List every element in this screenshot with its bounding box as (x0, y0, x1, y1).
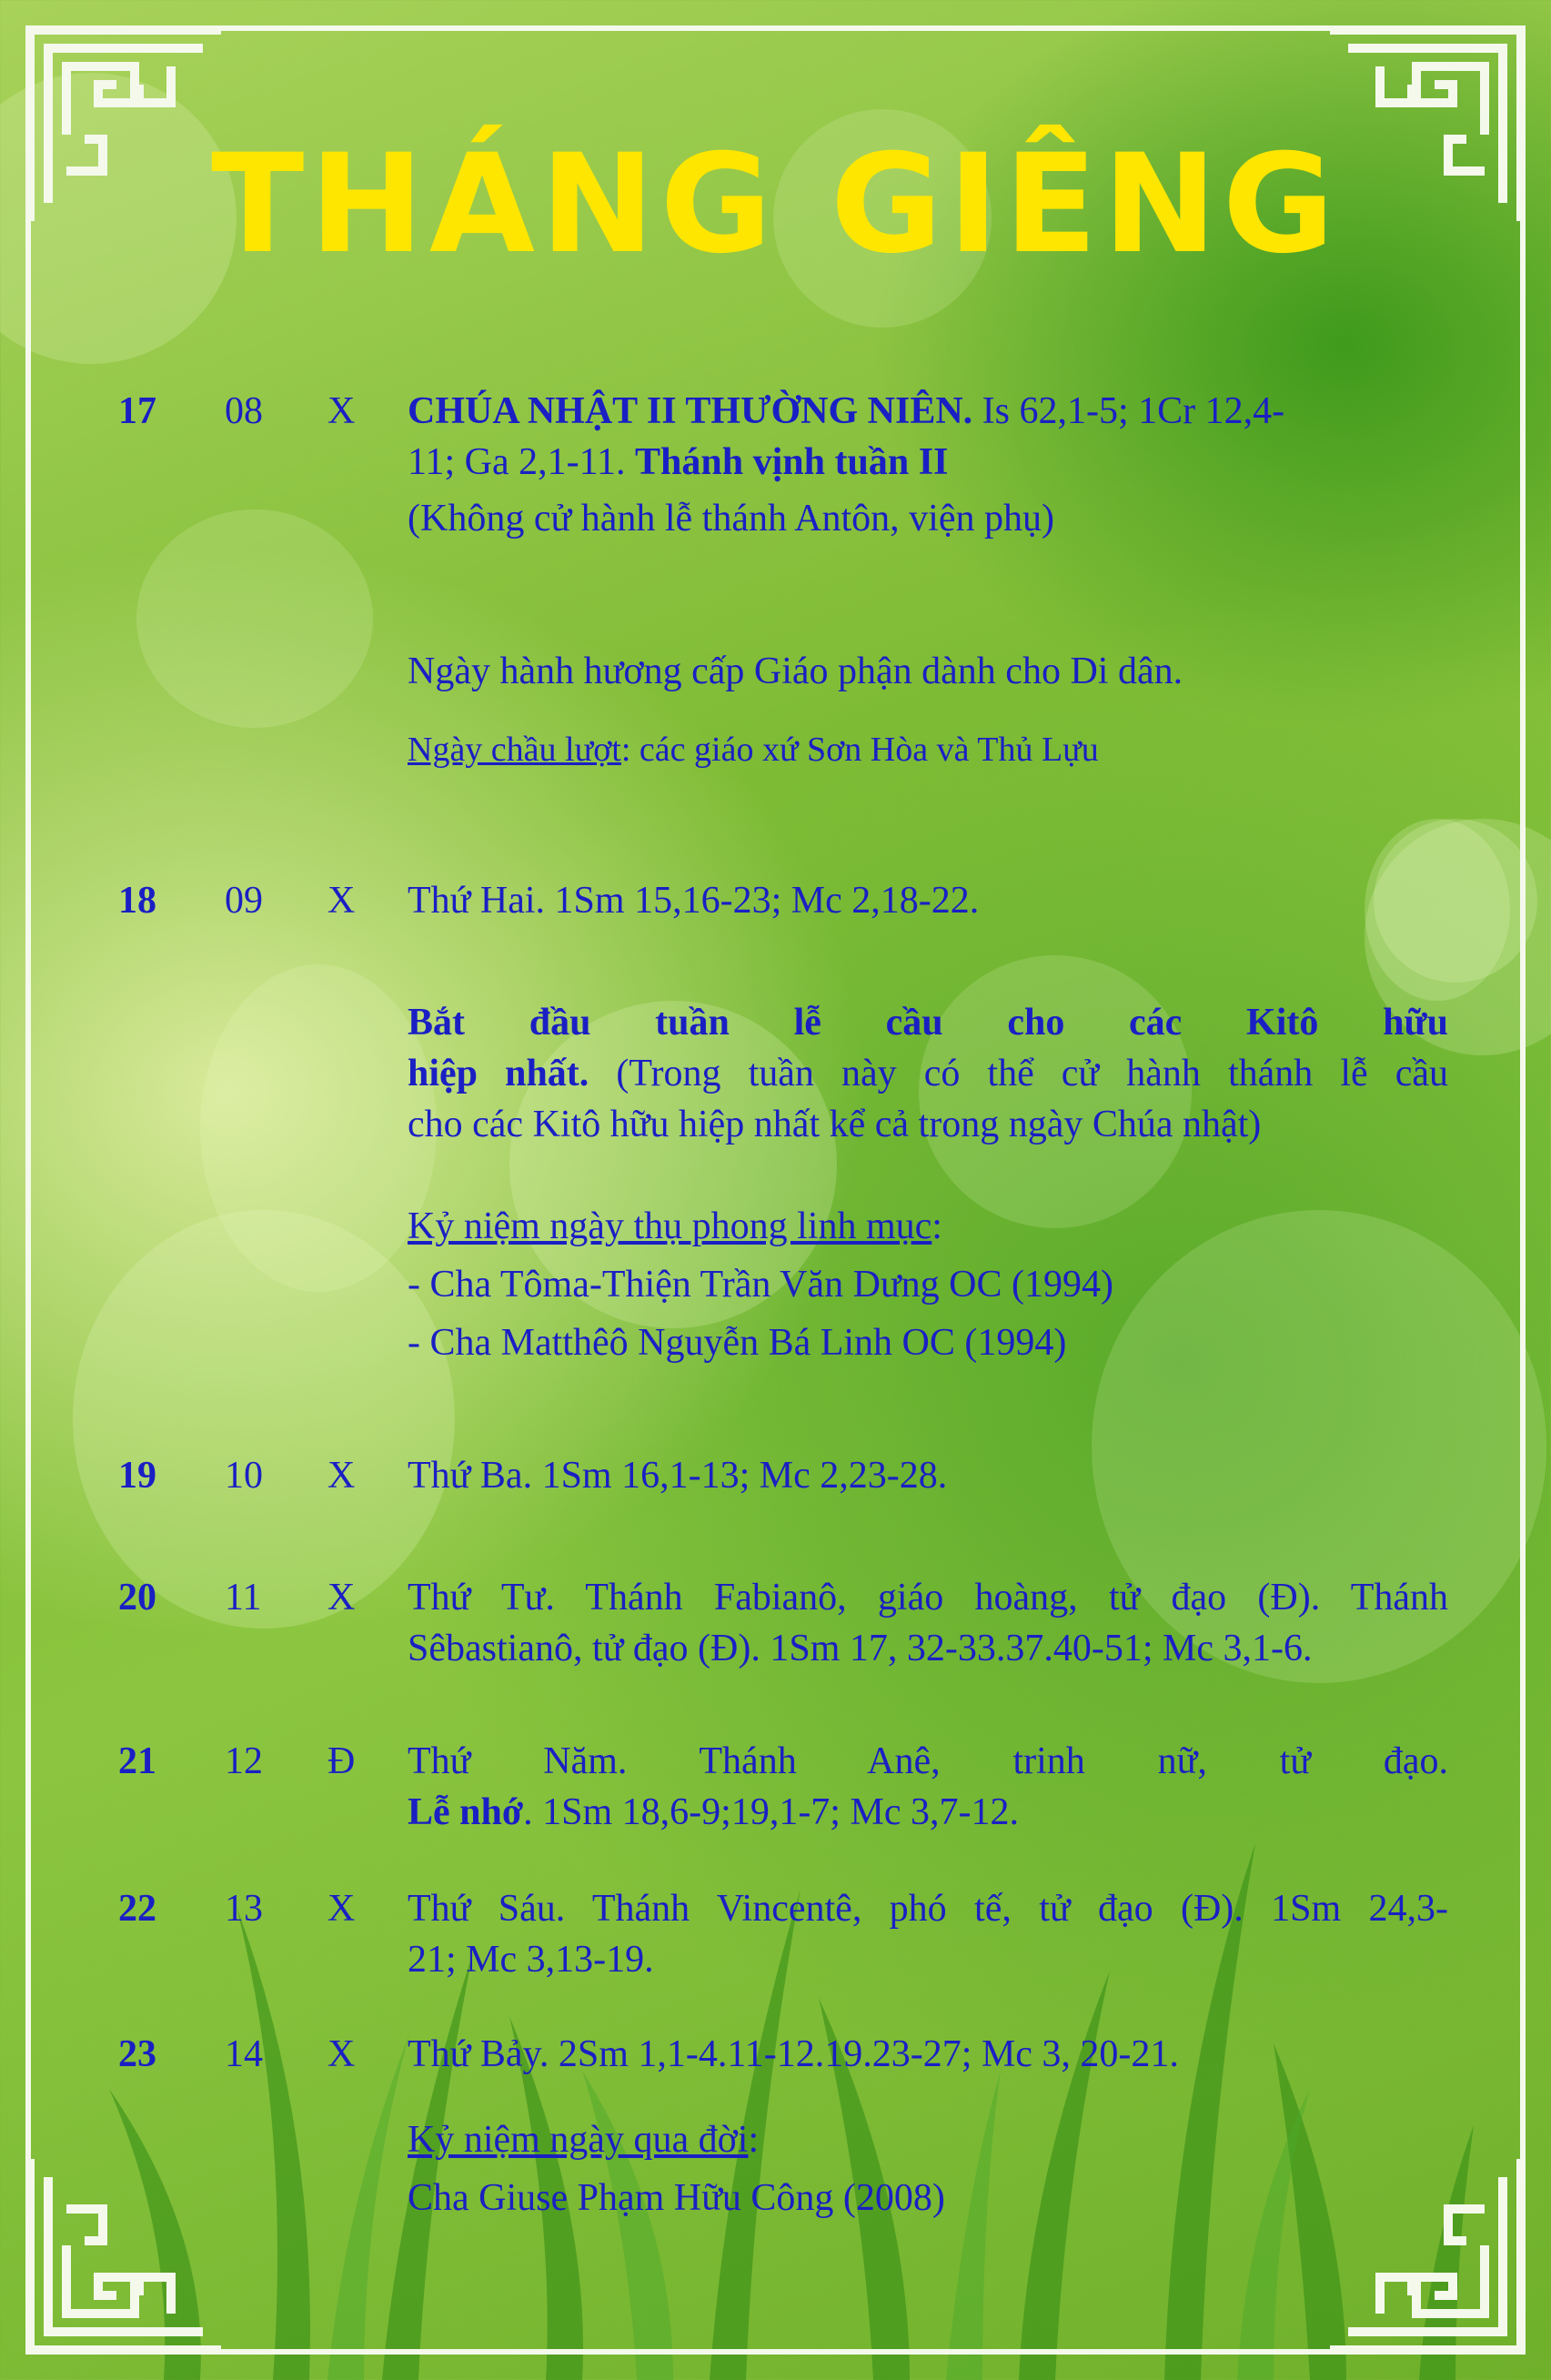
frame-left-line (25, 207, 31, 2173)
readings: Thứ Hai. 1Sm 15,16-23; Mc 2,18-22. (408, 880, 980, 922)
entry-text (408, 1736, 1448, 1838)
entry-text (408, 875, 1448, 1368)
entry-line: Thứ Tư. Thánh Fabianô, giáo hoàng, tử đạo (Đ). Thánh (408, 1577, 1448, 1619)
liturgical-color: X (327, 390, 356, 432)
entry-line (408, 386, 1448, 437)
day-number: 17 (118, 390, 156, 432)
entry-line (408, 1048, 1448, 1099)
day-number: 18 (118, 880, 156, 922)
entry-text (408, 2029, 1448, 2224)
entry-text (408, 1572, 1448, 1674)
priest-name: Cha Giuse Phạm Hữu Công (2008) (408, 2177, 945, 2219)
liturgical-color: X (327, 880, 356, 922)
note: (Trong tuần này có thể cử hành thánh lễ cầu (589, 1053, 1449, 1094)
frame-top-line (207, 25, 1344, 31)
day-number: 22 (118, 1888, 156, 1930)
anniversary-heading (408, 2114, 1448, 2165)
entry-line: Sêbastianô, tử đạo (Đ). 1Sm 17, 32-33.37.40-51; Mc 3,1-6. (408, 1628, 1313, 1669)
memorial-label: Lễ nhớ (408, 1791, 524, 1833)
note: cho các Kitô hữu hiệp nhất kể cả trong ngày Chúa nhật) (408, 1104, 1262, 1145)
entry-line: Thứ Năm. Thánh Anê, trinh nữ, tử đạo. (408, 1740, 1448, 1782)
frame-bottom-line (207, 2349, 1344, 2355)
readings: . 1Sm 18,6-9;19,1-7; Mc 3,7-12. (523, 1791, 1019, 1833)
day-number: 21 (118, 1740, 156, 1782)
lunar-date: 10 (225, 1455, 263, 1497)
priest-name: - Cha Matthêô Nguyễn Bá Linh OC (1994) (408, 1322, 1067, 1364)
entry-line: Thứ Sáu. Thánh Vincentê, phó tế, tử đạo (Đ). 1Sm 24,3- (408, 1888, 1448, 1930)
liturgical-color: X (327, 1455, 356, 1497)
liturgical-color: X (327, 1577, 356, 1619)
lunar-date: 08 (225, 390, 263, 432)
feast-title: CHÚA NHẬT II THƯỜNG NIÊN. (408, 390, 973, 432)
day-number: 19 (118, 1455, 156, 1497)
lunar-date: 11 (225, 1577, 262, 1619)
colon: : (748, 2119, 760, 2161)
readings: 11; Ga 2,1-11. (408, 441, 636, 483)
adoration-label: Ngày chầu lượt (408, 731, 621, 769)
liturgical-color: X (327, 2033, 356, 2075)
anniversary-heading (408, 1201, 1448, 1252)
priest-name: - Cha Tôma-Thiện Trần Văn Dưng OC (1994) (408, 1264, 1113, 1306)
lunar-date: 09 (225, 880, 263, 922)
frame-right-line (1520, 207, 1526, 2173)
note: Ngày hành hương cấp Giáo phận dành cho Di dân. (408, 650, 1183, 692)
entry-line (408, 437, 1448, 488)
liturgical-color: X (327, 1888, 356, 1930)
ordination-label: Kỷ niệm ngày thụ phong linh mục (408, 1205, 932, 1247)
corner-ornament-bottom-left (25, 2154, 226, 2355)
readings: Thứ Bảy. 2Sm 1,1-4.11-12.19.23-27; Mc 3, 20-21. (408, 2033, 1179, 2075)
psalter-week: Thánh vịnh tuần II (635, 441, 949, 483)
week-of-prayer-heading: Bắt đầu tuần lễ cầu cho các Kitô hữu (408, 1002, 1448, 1044)
note: (Không cử hành lễ thánh Antôn, viện phụ) (408, 498, 1054, 540)
entry-text (408, 1450, 1448, 1501)
lunar-date: 14 (225, 2033, 263, 2075)
lunar-date: 12 (225, 1740, 263, 1782)
readings: Is 62,1-5; 1Cr 12,4- (972, 390, 1285, 432)
day-number: 20 (118, 1577, 156, 1619)
entry-text (408, 386, 1448, 775)
day-number: 23 (118, 2033, 156, 2075)
month-title: THÁNG GIÊNG (211, 126, 1340, 284)
death-anniversary-label: Kỷ niệm ngày qua đời (408, 2119, 749, 2161)
entry-line: 21; Mc 3,13-19. (408, 1939, 654, 1981)
liturgical-color: Đ (327, 1740, 356, 1782)
adoration-note (408, 724, 1448, 775)
adoration-parishes: : các giáo xứ Sơn Hòa và Thủ Lựu (620, 731, 1099, 769)
readings: Thứ Ba. 1Sm 16,1-13; Mc 2,23-28. (408, 1455, 948, 1497)
entry-line (408, 1787, 1448, 1838)
colon: : (932, 1205, 942, 1247)
week-of-prayer-heading: hiệp nhất. (408, 1053, 589, 1094)
lunar-date: 13 (225, 1888, 263, 1930)
entry-text (408, 1883, 1448, 1985)
